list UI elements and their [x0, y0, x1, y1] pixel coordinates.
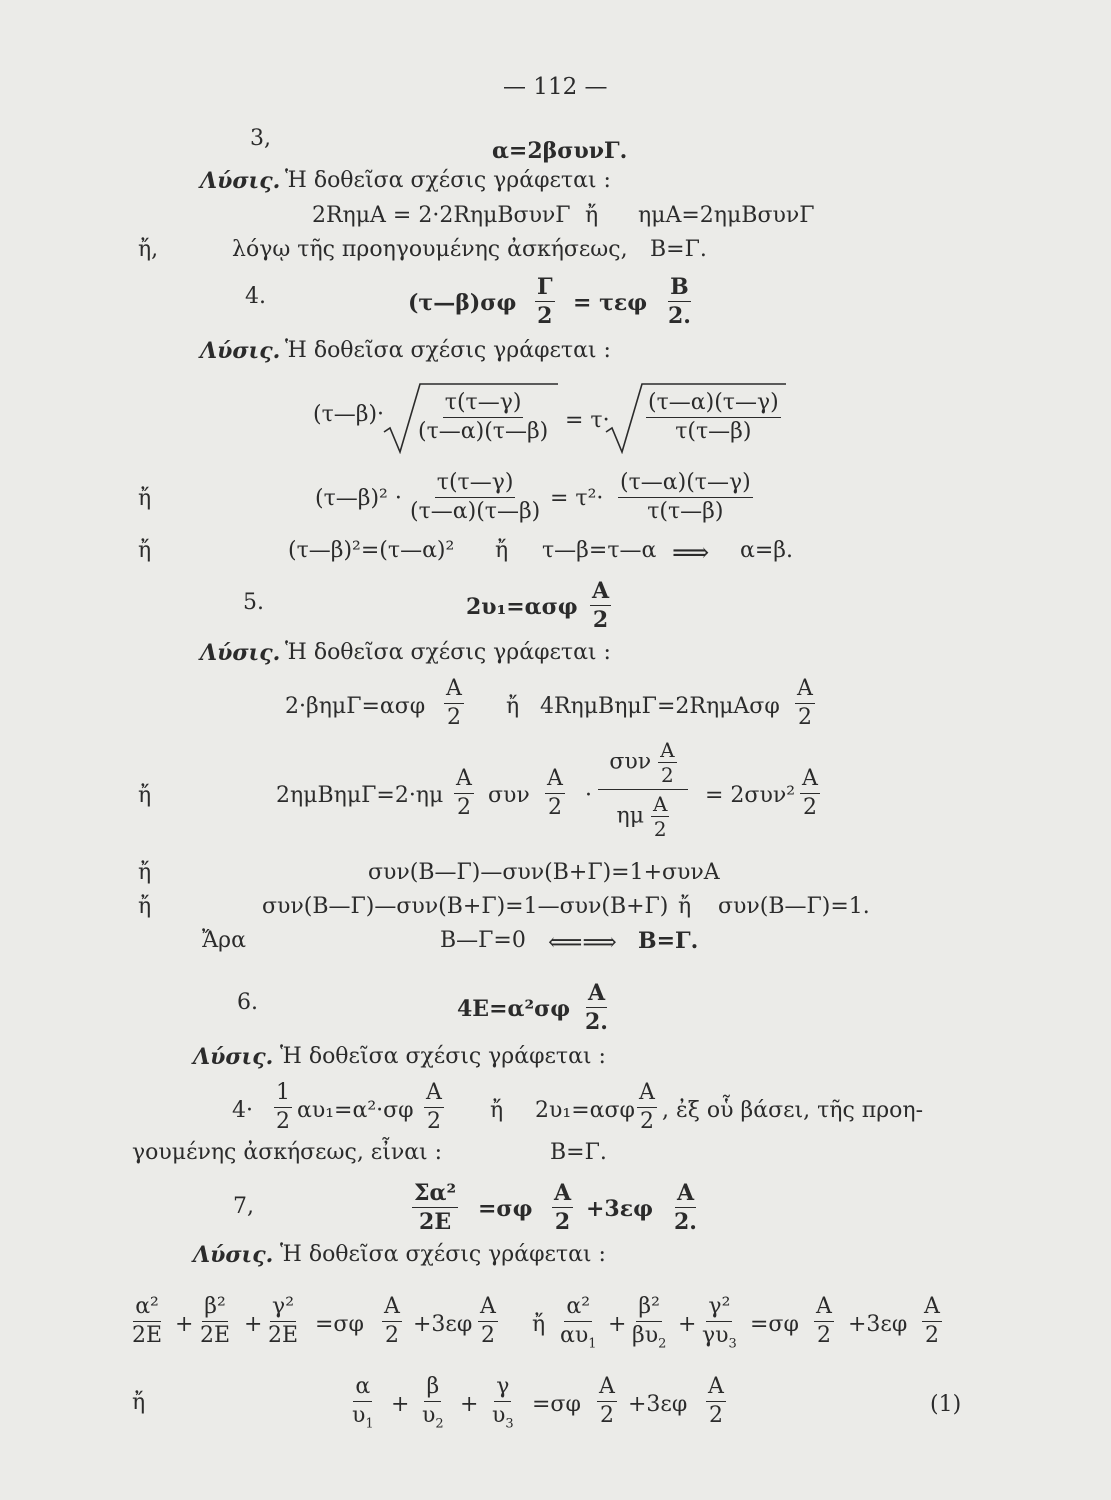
or-word: ἤ [585, 203, 599, 228]
or-word: ἤ [138, 538, 152, 563]
one-half-fraction: 1 2 [276, 1080, 290, 1134]
plus-sign: + [608, 1312, 627, 1337]
ex5-l4-right: συν(B—Γ)=1. [718, 894, 870, 919]
ex5-l2-syn: συν [488, 783, 530, 808]
half-a-fraction: A 2 [797, 676, 813, 730]
ex7-l2-plus: +3εφ [628, 1392, 688, 1417]
ex7-l1-eq: =σφ [315, 1312, 364, 1337]
given-relation-text: Ἡ δοθεῖσα σχέσις γράφεται : [285, 640, 611, 665]
implies-arrow: ⟹ [672, 538, 710, 568]
ex4-fraction-b: B 2. [668, 274, 691, 329]
exercise-7-number: 7, [233, 1194, 254, 1219]
ex5-fraction: A 2 [592, 578, 610, 633]
ex5-l1-right: 4RημBημΓ=2RημAσφ [540, 694, 780, 719]
ex5-l2-left: 2ημBημΓ=2·ημ [276, 783, 444, 808]
given-relation-text: Ἡ δοθεῖσα σχέσις γράφεται : [285, 168, 611, 193]
alpha-sq-over-2e: α² 2E [132, 1294, 163, 1348]
solution-label: Λύσις. [193, 1044, 274, 1070]
or-word: ἤ [138, 486, 152, 511]
half-a-fraction: A 2. [674, 1180, 697, 1235]
or-word: ἤ [138, 860, 152, 885]
or-word: ἤ [495, 538, 509, 563]
ex5-l1-left: 2·βημΓ=ασφ [285, 694, 426, 719]
ex4-l2-pre: (τ—β)² · [315, 486, 402, 511]
cos-word: συν [609, 749, 652, 775]
or-word: ἤ [506, 694, 520, 719]
ex4-l3-mid: τ—β=τ—α [542, 538, 657, 563]
half-a-fraction: A 2 [599, 1374, 615, 1428]
half-a-fraction: A 2 [456, 766, 472, 820]
half-a-fraction: A 2 [480, 1294, 496, 1348]
ex7-st-mid: =σφ [478, 1196, 533, 1222]
or-word: ἤ [132, 1390, 146, 1415]
ex4-lhs: (τ—β)σφ [408, 290, 517, 316]
ex5-l2-eq: = 2συν² [705, 783, 796, 808]
ex4-r1-mid: = τ· [565, 408, 610, 433]
given-relation-text: Ἡ δοθεῖσα σχέσις γράφεται : [280, 1044, 606, 1069]
ex4-l3-left: (τ—β)²=(τ—α)² [288, 538, 455, 563]
alpha-over-u1: α $\upsilon_1$ [352, 1374, 374, 1432]
ex4-radicand-1: τ(τ—γ) (τ—α)(τ—β) [418, 390, 549, 444]
therefore-word: Ἄρα [202, 928, 246, 953]
half-a-fraction: A 2 [384, 1294, 400, 1348]
half-a-fraction: A 2 [547, 766, 563, 820]
alpha-sq-over-alpha-u1: α² $\alpha\upsilon_1$ [560, 1294, 597, 1352]
half-a-fraction: A 2 [426, 1080, 442, 1134]
ex4-l2-fraction-right: (τ—α)(τ—γ) τ(τ—β) [620, 470, 751, 524]
ex4-radicand-2: (τ—α)(τ—γ) τ(τ—β) [648, 390, 779, 444]
solution-label: Λύσις. [193, 1242, 274, 1268]
exercise-3-number: 3, [250, 126, 271, 151]
given-relation-text: Ἡ δοθεῖσα σχέσις γράφεται : [280, 1242, 606, 1267]
ex3-line2-text: λόγῳ τῆς προηγουμένης ἀσκήσεως, [232, 237, 628, 262]
half-a-fraction: A 2 [802, 766, 818, 820]
or-word: ἤ, [138, 237, 159, 262]
half-a-fraction: A 2 [639, 1080, 655, 1134]
solution-label: Λύσις. [200, 168, 281, 194]
ex7-l1-plus: +3εφ [848, 1312, 908, 1337]
solution-label: Λύσις. [200, 640, 281, 666]
ex6-l1-pre: 4· [232, 1098, 253, 1123]
beta-sq-over-2e: β² 2E [200, 1294, 231, 1348]
exercise-4-number: 4. [245, 284, 266, 309]
beta-sq-over-beta-u2: β² $\beta\upsilon_2$ [632, 1294, 667, 1352]
ex4-l2-fraction: τ(τ—γ) (τ—α)(τ—β) [410, 470, 541, 524]
ex6-l1-mid: αυ₁=α²·σφ [297, 1098, 414, 1123]
ex6-l2-text: γουμένης ἀσκήσεως, εἶναι : [132, 1140, 443, 1165]
ex5-l4-left: συν(B—Γ)—συν(B+Γ)=1—συν(B+Γ) [262, 894, 669, 919]
half-a-fraction: A 2 [816, 1294, 832, 1348]
beta-over-u2: β $\upsilon_2$ [422, 1374, 444, 1432]
ex5-l5-left: B—Γ=0 [440, 928, 526, 953]
ex4-fraction-gamma: Γ 2 [537, 274, 553, 329]
gamma-over-u3: γ $\upsilon_3$ [492, 1374, 514, 1432]
plus-sign: + [460, 1392, 479, 1417]
or-word: ἤ [490, 1098, 504, 1123]
half-a-fraction: A 2 [708, 1374, 724, 1428]
or-word: ἤ [678, 894, 692, 919]
or-word: ἤ [138, 783, 152, 808]
ex7-l1-plus: +3εφ [413, 1312, 473, 1337]
ex5-statement: 2υ₁=ασφ [466, 594, 578, 620]
equation-label: (1) [930, 1392, 962, 1417]
gamma-sq-over-gamma-u3: γ² $\gamma\upsilon_3$ [702, 1294, 737, 1352]
half-a-fraction: A 2 [554, 1180, 572, 1235]
ex4-rhs: = τεφ [573, 290, 648, 316]
exercise-3-statement: α=2βσυνΓ. [492, 138, 628, 164]
ex6-l1-right: 2υ₁=ασφ [535, 1098, 635, 1123]
ex6-l1-tail: , ἐξ οὗ βάσει, τῆς προη- [662, 1098, 924, 1123]
plus-sign: + [244, 1312, 263, 1337]
sin-word: ημ [616, 803, 645, 829]
given-relation-text: Ἡ δοθεῖσα σχέσις γράφεται : [285, 338, 611, 363]
ex5-l5-right: B=Γ. [638, 928, 699, 954]
ex7-l2-eq: =σφ [532, 1392, 581, 1417]
ex6-statement: 4E=α²σφ [457, 996, 571, 1022]
ex3-line1-right: ημA=2ημBσυνΓ [638, 203, 815, 228]
ex7-statement-fraction: Σα² 2E [414, 1180, 457, 1235]
solution-label: Λύσις. [200, 338, 281, 364]
ex3-line1-left: 2RημA = 2·2RημBσυνΓ [312, 203, 571, 228]
dot-operator: · [585, 783, 592, 808]
exercise-5-number: 5. [243, 590, 264, 615]
plus-sign: + [678, 1312, 697, 1337]
ex7-st-plus: +3εφ [586, 1196, 654, 1222]
iff-arrow: ⟸⟹ [548, 928, 617, 956]
or-word: ἤ [532, 1312, 546, 1337]
page-number: — 112 — [503, 74, 608, 100]
ex4-l3-right: α=β. [740, 538, 794, 563]
ex6-fraction: A 2. [585, 980, 608, 1035]
ex5-l3: συν(B—Γ)—συν(B+Γ)=1+συνA [368, 860, 720, 885]
ex4-r1-pre: (τ—β)· [313, 402, 385, 427]
half-a-fraction: A 2 [446, 676, 462, 730]
exercise-6-number: 6. [237, 990, 258, 1015]
ex3-line2-result: B=Γ. [650, 237, 707, 262]
half-a-fraction: A 2 [924, 1294, 940, 1348]
cot-compound-fraction: συν $\frac{A}{2}$ ημ $\frac{A}{2}$ [598, 740, 688, 839]
gamma-sq-over-2e: γ² 2E [268, 1294, 299, 1348]
plus-sign: + [175, 1312, 194, 1337]
ex6-l2-result: B=Γ. [550, 1140, 607, 1165]
ex4-l2-mid: = τ²· [550, 486, 604, 511]
plus-sign: + [391, 1392, 410, 1417]
ex7-l1-eq: =σφ [750, 1312, 799, 1337]
or-word: ἤ [138, 894, 152, 919]
